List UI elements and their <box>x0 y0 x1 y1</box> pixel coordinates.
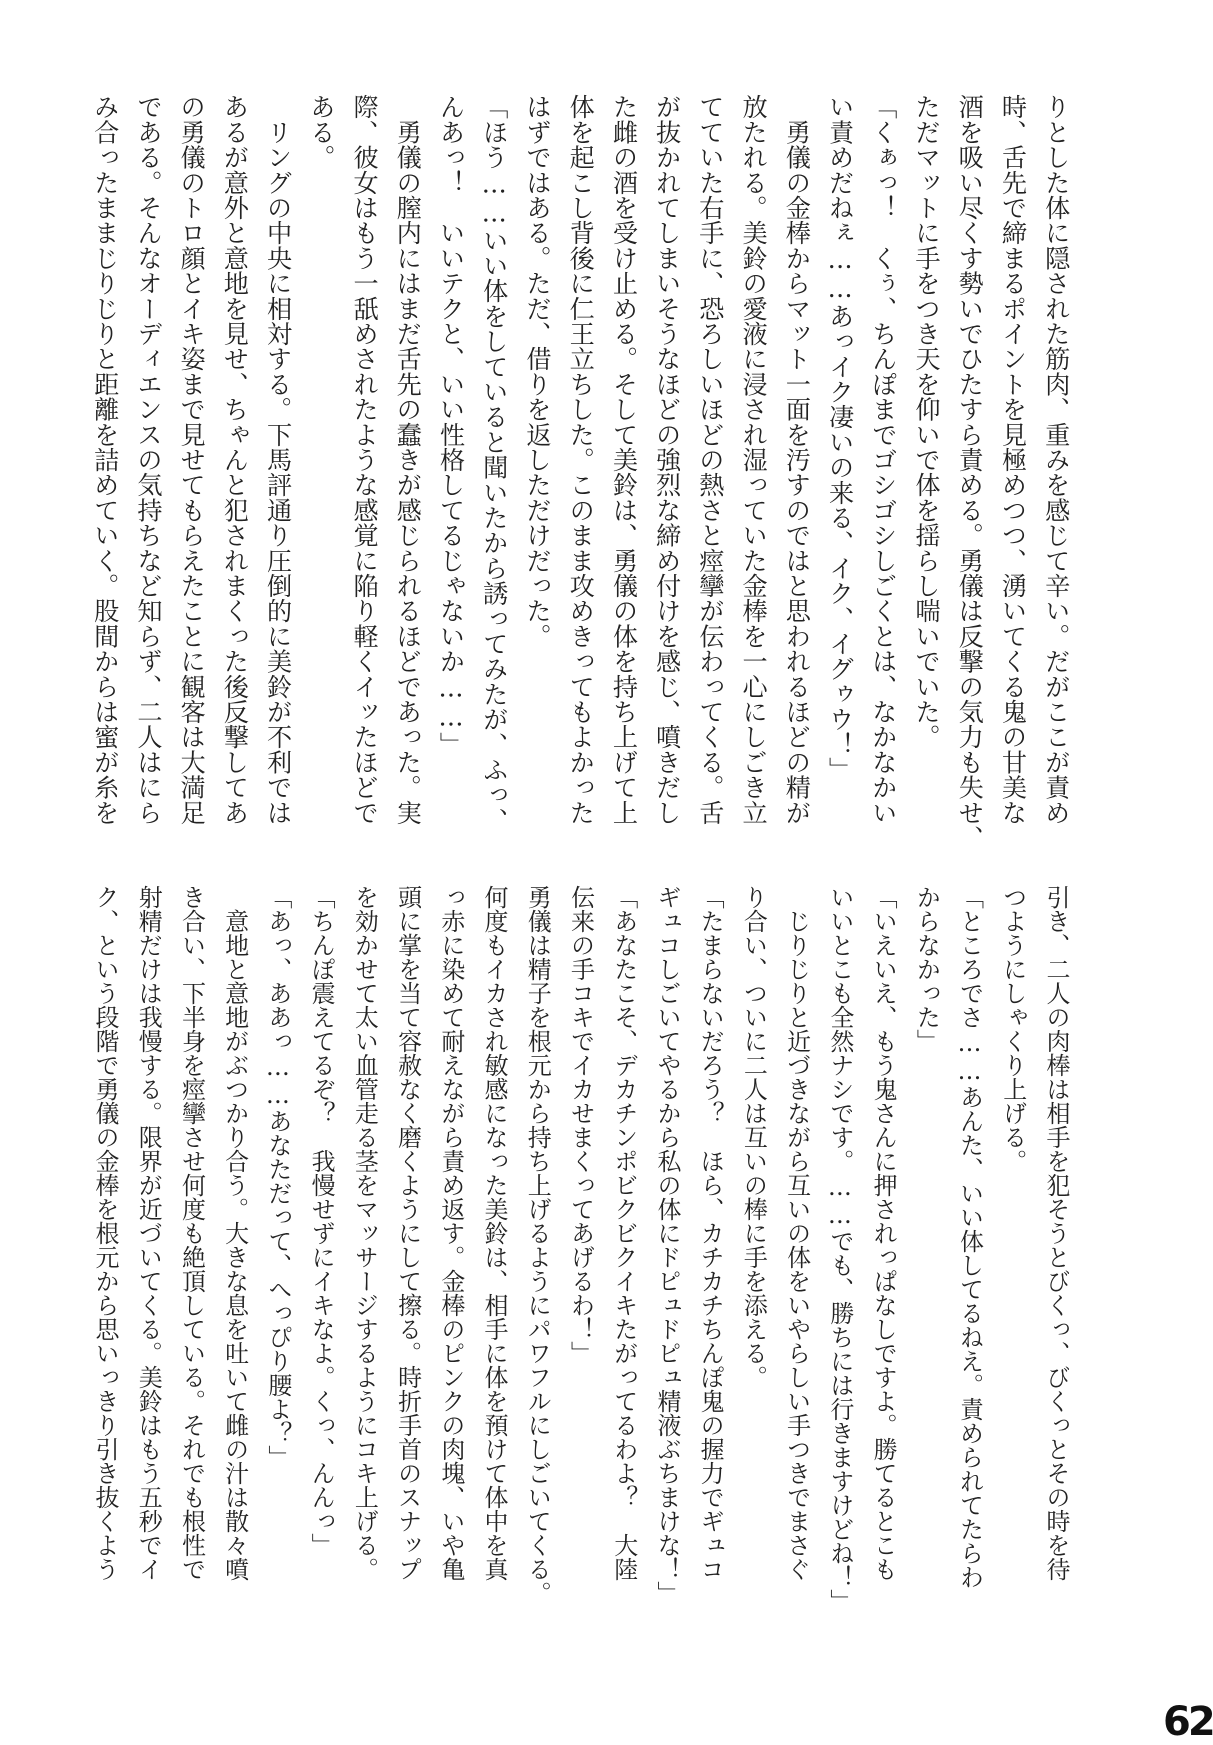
text-column: た雌の酒を受け止める。そして美鈴は、勇儀の体を持ち上げて上 <box>609 94 639 825</box>
text-column: を効かせて太い血管走る茎をマッサージするようにコキ上げる。 <box>350 885 379 1581</box>
text-column: ある。 <box>306 94 336 170</box>
text-column: ただマットに手をつき天を仰いで体を揺らし喘いでいた。 <box>912 94 942 750</box>
text-column: 「ところでさ……あんた、いい体してるねえ。責められてたらわ <box>955 885 984 1589</box>
text-column: 勇儀の膣内にはまだ舌先の蠢きが感じられるほどであった。実 <box>393 94 423 825</box>
text-column: 放たれる。美鈴の愛液に浸され湿っていた金棒を一心にしごき立 <box>739 94 769 825</box>
text-column: の勇儀のトロ顔とイキ姿まで見せてもらえたことに観客は大満足 <box>177 94 207 825</box>
text-column: ギュコしごいてやるから私の体にドピュドピュ精液ぶちまけな！」 <box>652 885 681 1605</box>
text-column: 酒を吸い尽くす勢いでひたすら責める。勇儀は反撃の気力も失せ、 <box>955 94 985 850</box>
text-column: はずではある。ただ、借りを返しただけだった。 <box>522 94 552 649</box>
text-column: 意地と意地がぶつかり合う。大きな息を吐いて雌の汁は散々噴 <box>220 885 249 1581</box>
text-column: 「いえいえ、もう鬼さんに押されっぱなしですよ。勝てるとこも <box>869 885 898 1581</box>
text-column: てていた右手に、恐ろしいほどの熱さと痙攣が伝わってくる。舌 <box>695 94 725 825</box>
text-column: 体を起こし背後に仁王立ちした。このまま攻めきってもよかった <box>566 94 596 825</box>
text-column: ク、という段階で勇儀の金棒を根元から思いっきり引き抜くよう <box>91 885 119 1581</box>
text-column: 「ちんぽ震えてるぞ？ 我慢せずにイキなよ。くっ、んんっ」 <box>307 885 336 1557</box>
text-column: じりじりと近づきながら互いの体をいやらしい手つきでまさぐ <box>782 885 811 1581</box>
text-column: 時、舌先で締まるポイントを見極めつつ、湧いてくる鬼の甘美な <box>998 94 1028 825</box>
text-column: 際、彼女はもう一舐めされたような感覚に陥り軽くイッたほどで <box>350 94 380 825</box>
text-column: 「たまらないだろう？ ほら、カチカチちんぽ鬼の握力でギュコ <box>696 885 725 1581</box>
text-column: い責めだねぇ……あっイク凄いの来る、イク、イグゥウ！」 <box>825 94 855 782</box>
page-number: 62 <box>1163 1699 1213 1745</box>
text-column: 「あっ、ああっ……あなただって、へっぴり腰よ？」 <box>263 885 292 1469</box>
text-column: 伝来の手コキでイカせまくってあげるわ！」 <box>566 885 595 1365</box>
text-column: 頭に掌を当て容赦なく磨くようにして擦る。時折手首のスナップ <box>393 885 422 1581</box>
upper-text-block <box>0 94 1200 864</box>
text-column: が抜かれてしまいそうなほどの強烈な締め付けを感じ、噴きだし <box>652 94 682 825</box>
text-column: み合ったままじりじりと距離を詰めていく。股間からは蜜が糸を <box>90 94 120 825</box>
text-column: 勇儀は精子を根元から持ち上げるようにパワフルにしごいてくる。 <box>523 885 552 1605</box>
text-column: あるが意外と意地を見せ、ちゃんと犯されまくった後反撃してあ <box>220 94 250 825</box>
text-column: 引き、二人の肉棒は相手を犯そうとびくっ、びくっとその時を待 <box>1042 885 1070 1581</box>
text-column: んあっ！ いいテクと、いい性格してるじゃないか……」 <box>436 94 466 757</box>
text-column: 「ほう……いい体をしていると聞いたから誘ってみたが、ふっ、 <box>479 94 509 833</box>
text-column: である。そんなオーディエンスの気持ちなど知らず、二人はにら <box>133 94 163 825</box>
text-column: いいとこも全然ナシです。……でも、勝ちには行きますけどね！」 <box>825 885 854 1613</box>
text-column: 射精だけは我慢する。限界が近づいてくる。美鈴はもう五秒でイ <box>134 885 163 1581</box>
text-column: り合い、ついに二人は互いの棒に手を添える。 <box>739 885 768 1389</box>
text-column: りとした体に隠された筋肉、重みを感じて辛い。だがここが責め <box>1041 94 1071 825</box>
text-column: からなかった」 <box>912 885 941 1053</box>
text-column: 「あなたこそ、デカチンポビクビクイキたがってるわよ？ 大陸 <box>609 885 638 1581</box>
lower-text-block <box>0 885 1200 1613</box>
text-column: き合い、下半身を痙攣させ何度も絶頂している。それでも根性で <box>177 885 206 1581</box>
text-column: っ赤に染めて耐えながら責め返す。金棒のピンクの肉塊、いや亀 <box>436 885 465 1581</box>
text-column: つようにしゃくり上げる。 <box>998 885 1027 1173</box>
text-column: 勇儀の金棒からマット一面を汚すのではと思われるほどの精が <box>782 94 812 825</box>
text-column: 「くぁっ！ くぅ、ちんぽまでゴシゴシしごくとは、なかなかい <box>868 94 898 825</box>
text-column: 何度もイカされ敏感になった美鈴は、相手に体を預けて体中を真 <box>480 885 509 1581</box>
text-column: リングの中央に相対する。下馬評通り圧倒的に美鈴が不利では <box>263 94 293 825</box>
